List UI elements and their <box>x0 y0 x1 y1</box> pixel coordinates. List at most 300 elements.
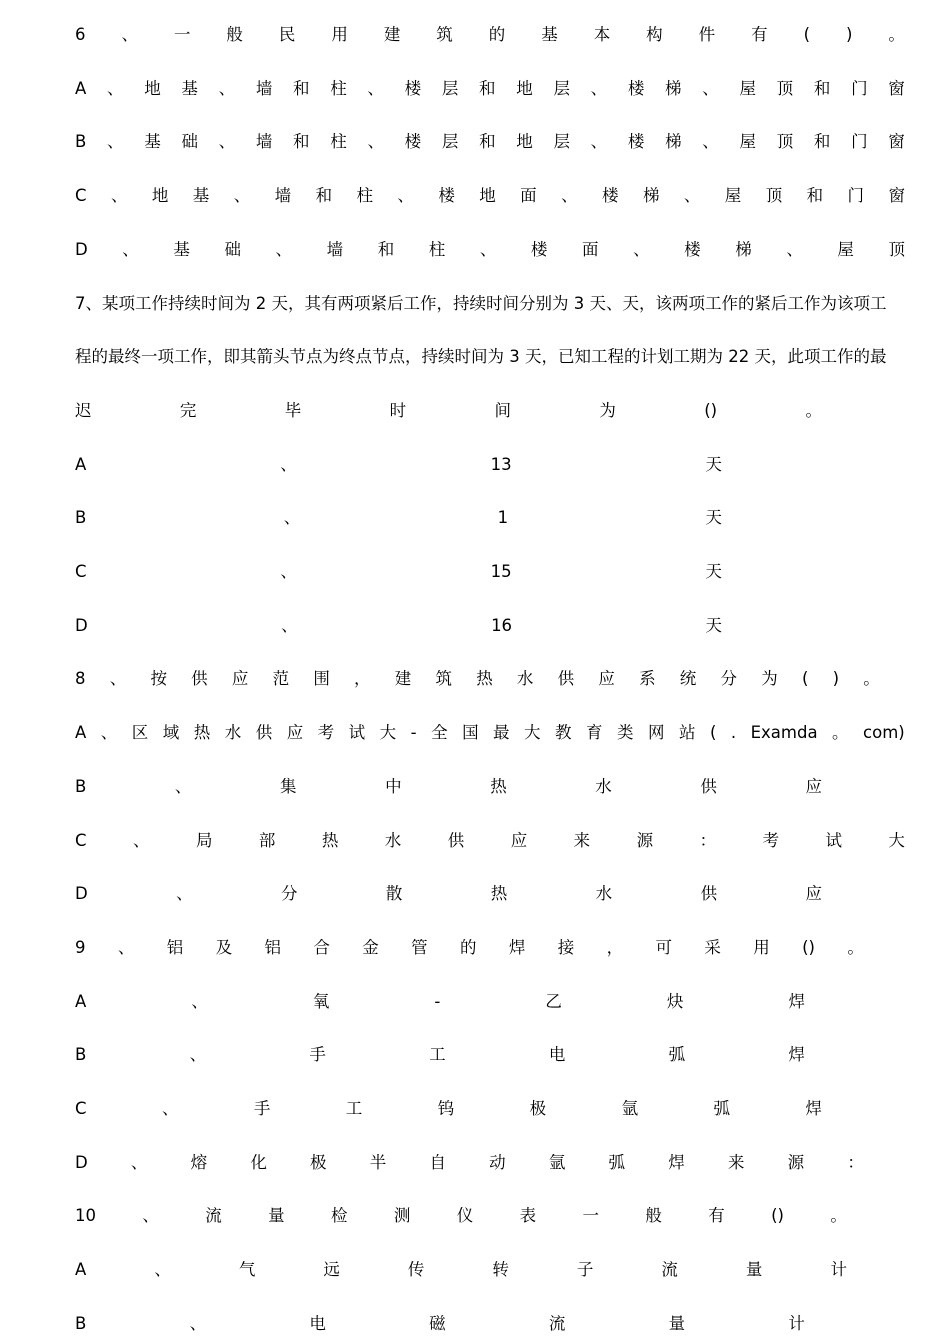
text-glyph: 中 <box>385 776 402 796</box>
text-line <box>75 237 905 263</box>
text-glyph: 子 <box>576 1260 594 1280</box>
text-glyph: 供 <box>557 669 575 689</box>
text-line <box>75 183 905 209</box>
text-glyph: 楼 <box>684 239 701 259</box>
text-glyph: 顶 <box>765 186 783 206</box>
text-glyph: 1 <box>497 508 509 528</box>
text-glyph: 供 <box>255 723 273 743</box>
text-glyph: 层 <box>553 78 570 98</box>
text-glyph: 16 <box>491 615 513 635</box>
text-glyph: C <box>75 186 87 206</box>
text-glyph: 墙 <box>274 186 292 206</box>
text-glyph: 基 <box>192 186 210 206</box>
text-glyph: 计 <box>788 1313 805 1333</box>
text-glyph: 热 <box>321 830 339 850</box>
text-glyph: 地 <box>151 186 169 206</box>
text-glyph: 顶 <box>776 132 794 152</box>
text-glyph: 天 <box>705 508 722 528</box>
text-glyph: 手 <box>309 1045 326 1065</box>
text-glyph: 铝 <box>264 937 281 957</box>
text-glyph: 计 <box>830 1260 847 1280</box>
text-line <box>75 774 822 800</box>
text-glyph: B <box>75 1045 87 1065</box>
text-glyph: 考 <box>317 723 335 743</box>
text-glyph: 有 <box>708 1206 725 1226</box>
text-glyph: 、 <box>130 1152 148 1172</box>
text-glyph: 墙 <box>326 239 344 259</box>
text-glyph: 仪 <box>456 1206 474 1226</box>
text-glyph: 源 <box>636 830 654 850</box>
text-glyph: 。 <box>847 937 864 957</box>
text-glyph: 和 <box>813 132 831 152</box>
text-glyph: 、 <box>132 830 150 850</box>
text-line <box>75 720 905 746</box>
text-line: 7、某项工作持续时间为 2 天，其有两项紧后工作，持续时间分别为 3 天、天，该两项工作的紧后工作为该项工 <box>75 293 887 313</box>
text-glyph: 和 <box>479 132 496 152</box>
text-glyph: 极 <box>529 1099 547 1118</box>
text-glyph: 可 <box>655 937 672 957</box>
text-glyph: 、 <box>176 884 193 904</box>
text-glyph: 楼 <box>627 78 645 98</box>
text-glyph: 柱 <box>428 239 446 259</box>
text-glyph: 建 <box>394 669 412 689</box>
text-glyph: ： <box>699 830 717 850</box>
text-glyph: . <box>730 723 737 743</box>
text-glyph: 检 <box>331 1206 348 1226</box>
text-glyph: 焊 <box>668 1152 685 1172</box>
text-glyph: - <box>434 991 441 1011</box>
text-line <box>75 1203 847 1229</box>
text-glyph: () <box>771 1206 784 1226</box>
text-glyph: 构 <box>646 25 663 44</box>
text-glyph: 、 <box>281 615 298 635</box>
text-glyph: 和 <box>813 78 831 98</box>
text-glyph: 地 <box>516 78 533 98</box>
text-glyph: 大 <box>888 830 905 850</box>
text-glyph: 水 <box>224 723 242 743</box>
text-glyph: 电 <box>548 1045 566 1065</box>
text-glyph: () <box>704 400 718 420</box>
text-glyph: 远 <box>323 1260 340 1280</box>
text-glyph: 层 <box>441 132 459 152</box>
text-glyph: 弧 <box>668 1045 686 1065</box>
text-glyph: 、 <box>189 1313 207 1333</box>
text-glyph: 、 <box>702 78 719 98</box>
text-glyph: 9 <box>75 937 86 957</box>
text-glyph: 地 <box>479 186 496 206</box>
text-glyph: 、 <box>122 239 139 259</box>
text-line <box>75 1096 822 1122</box>
text-glyph: 测 <box>393 1206 411 1226</box>
text-glyph: 表 <box>519 1206 537 1226</box>
text-glyph: 13 <box>490 454 512 474</box>
text-glyph: 工 <box>345 1099 363 1118</box>
text-glyph: 转 <box>492 1260 509 1280</box>
text-glyph: A <box>75 991 87 1011</box>
text-glyph: 供 <box>191 669 208 689</box>
text-glyph: 、 <box>117 937 135 957</box>
text-glyph: 动 <box>489 1152 506 1172</box>
text-glyph: 氩 <box>621 1099 639 1118</box>
text-glyph: 柱 <box>330 78 347 98</box>
text-glyph: - <box>410 723 417 743</box>
text-glyph: 区 <box>131 723 149 743</box>
text-glyph: 梯 <box>642 186 660 206</box>
text-glyph: 热 <box>193 723 211 743</box>
text-glyph: 、 <box>121 25 138 44</box>
text-glyph: 基 <box>144 132 161 152</box>
text-glyph: 氧 <box>312 991 330 1011</box>
text-glyph: 水 <box>516 669 534 689</box>
text-glyph: 铝 <box>166 937 184 957</box>
text-glyph: 、 <box>590 78 608 98</box>
text-glyph: 楼 <box>404 132 422 152</box>
text-glyph: 管 <box>411 937 428 957</box>
text-glyph: A <box>75 723 87 743</box>
text-glyph: 系 <box>639 669 656 689</box>
text-line <box>75 1257 847 1283</box>
text-glyph: 迟 <box>75 400 92 420</box>
text-glyph: 的 <box>460 937 477 957</box>
text-glyph: 、 <box>142 1206 159 1226</box>
text-glyph: 统 <box>679 669 697 689</box>
text-glyph: 源 <box>787 1152 805 1172</box>
text-glyph: 门 <box>847 186 865 206</box>
text-glyph: 基 <box>173 239 190 259</box>
text-glyph: 分 <box>720 669 737 689</box>
text-glyph: 。 <box>863 669 880 689</box>
text-glyph: 时 <box>389 400 407 420</box>
text-glyph: 、 <box>702 132 719 152</box>
text-glyph: 、 <box>367 132 384 152</box>
text-glyph: 间 <box>494 400 511 420</box>
text-glyph: 顶 <box>888 239 905 259</box>
text-glyph: 天 <box>705 562 722 581</box>
text-glyph: 考 <box>762 830 780 850</box>
text-glyph: 础 <box>224 239 241 259</box>
text-glyph: 范 <box>272 669 290 689</box>
text-line <box>75 559 722 585</box>
text-glyph: 楼 <box>530 239 548 259</box>
text-glyph: 建 <box>383 25 401 44</box>
text-glyph: 地 <box>144 78 161 98</box>
text-glyph: 用 <box>331 25 348 44</box>
text-glyph: 试 <box>348 723 366 743</box>
text-glyph: ) <box>845 25 853 44</box>
text-glyph: 集 <box>280 776 297 796</box>
text-glyph: 6 <box>75 25 86 44</box>
text-glyph: 屋 <box>739 132 756 152</box>
text-glyph: 、 <box>154 1260 171 1280</box>
text-glyph: 热 <box>490 776 507 796</box>
text-glyph: 窗 <box>888 132 905 152</box>
text-glyph: 教 <box>555 723 572 743</box>
text-glyph: 、 <box>280 562 297 581</box>
text-glyph: 有 <box>751 25 768 44</box>
text-glyph: 、 <box>397 186 414 206</box>
text-glyph: 筑 <box>436 25 453 44</box>
text-glyph: 乙 <box>545 991 562 1011</box>
text-glyph: 门 <box>851 78 868 98</box>
text-line <box>75 398 822 424</box>
text-glyph: 、 <box>280 454 297 474</box>
text-glyph: 氩 <box>548 1152 566 1172</box>
text-glyph: 围 <box>313 669 330 689</box>
text-glyph: 量 <box>668 1313 686 1333</box>
text-glyph: 按 <box>150 669 167 689</box>
text-glyph: 应 <box>231 669 249 689</box>
text-glyph: 类 <box>616 723 634 743</box>
text-glyph: 楼 <box>438 186 455 206</box>
text-glyph: 流 <box>205 1206 222 1226</box>
text-glyph: 热 <box>476 669 493 689</box>
text-glyph: 柱 <box>356 186 373 206</box>
text-line <box>75 828 905 854</box>
text-glyph: 、 <box>191 991 208 1011</box>
text-glyph: B <box>75 132 87 152</box>
text-glyph: 梯 <box>735 239 752 259</box>
text-glyph: A <box>75 78 87 98</box>
text-glyph: D <box>75 615 88 635</box>
text-glyph: 屋 <box>837 239 854 259</box>
text-glyph: 。 <box>805 400 822 420</box>
text-glyph: 和 <box>479 78 496 98</box>
text-glyph: 弧 <box>608 1152 626 1172</box>
text-glyph: 、 <box>367 78 384 98</box>
text-line <box>75 22 905 48</box>
text-glyph: C <box>75 830 87 850</box>
text-glyph: 基 <box>181 78 198 98</box>
text-glyph: com) <box>863 723 905 743</box>
text-glyph: 般 <box>645 1206 662 1226</box>
text-glyph: 应 <box>805 776 822 796</box>
text-glyph: 、 <box>233 186 251 206</box>
text-glyph: 一 <box>173 25 191 44</box>
text-glyph: 应 <box>510 830 528 850</box>
text-glyph: ： <box>847 1152 864 1172</box>
text-glyph: 筑 <box>435 669 452 689</box>
text-glyph: 及 <box>215 937 233 957</box>
text-glyph: 的 <box>488 25 506 44</box>
text-glyph: () <box>802 937 815 957</box>
text-glyph: 基 <box>541 25 558 44</box>
text-glyph: 窗 <box>888 186 905 206</box>
text-glyph: 流 <box>661 1260 678 1280</box>
text-glyph: 电 <box>309 1313 326 1333</box>
text-glyph: 国 <box>462 723 479 743</box>
text-glyph: 极 <box>310 1152 327 1172</box>
text-glyph: C <box>75 1099 87 1118</box>
text-glyph: 楼 <box>404 78 422 98</box>
text-glyph: 来 <box>727 1152 745 1172</box>
text-glyph: 、 <box>174 776 192 796</box>
text-line <box>75 1311 805 1337</box>
text-glyph: 和 <box>377 239 395 259</box>
text-glyph: ( <box>803 25 810 44</box>
text-glyph: 层 <box>553 132 570 152</box>
text-glyph: 和 <box>293 132 310 152</box>
text-glyph: 手 <box>253 1099 271 1118</box>
text-glyph: 水 <box>595 884 613 904</box>
text-glyph: ( <box>709 723 717 743</box>
text-glyph: 墙 <box>255 132 273 152</box>
text-glyph: B <box>75 776 87 796</box>
text-glyph: 10 <box>75 1206 96 1226</box>
text-glyph: 梯 <box>665 78 682 98</box>
text-glyph: D <box>75 884 88 904</box>
text-glyph: 传 <box>407 1260 425 1280</box>
text-glyph: 窗 <box>888 78 905 98</box>
text-glyph: 天 <box>705 454 722 474</box>
text-glyph: 、 <box>561 186 578 206</box>
text-glyph: 、 <box>161 1099 179 1118</box>
text-glyph: 育 <box>586 723 603 743</box>
text-glyph: 流 <box>548 1313 566 1333</box>
text-glyph: 、 <box>590 132 608 152</box>
text-glyph: 、 <box>479 239 497 259</box>
text-line <box>75 1042 805 1068</box>
text-glyph: 应 <box>805 884 822 904</box>
text-glyph: 最 <box>493 723 510 743</box>
text-glyph: 熔 <box>190 1152 208 1172</box>
text-line <box>75 505 722 531</box>
text-glyph: 热 <box>490 884 508 904</box>
text-glyph: B <box>75 508 87 528</box>
text-glyph: D <box>75 239 88 259</box>
text-line: 程的最终一项工作，即其箭头节点为终点节点，持续时间为 3 天，已知工程的计划工期为 22 天，此项工作的最 <box>75 347 887 367</box>
text-glyph: 自 <box>429 1152 446 1172</box>
text-glyph: 供 <box>447 830 465 850</box>
text-glyph: ) <box>832 669 840 689</box>
text-glyph: 面 <box>520 186 537 206</box>
text-glyph: ( <box>801 669 809 689</box>
text-glyph: 焊 <box>805 1099 822 1118</box>
text-line <box>75 989 805 1015</box>
text-glyph: 、 <box>218 78 236 98</box>
text-line <box>75 76 905 102</box>
text-glyph: 、 <box>109 669 127 689</box>
text-glyph: 、 <box>275 239 293 259</box>
text-glyph: 域 <box>162 723 180 743</box>
text-glyph: 焊 <box>788 991 805 1011</box>
text-glyph: 层 <box>441 78 459 98</box>
text-glyph: 、 <box>107 132 124 152</box>
text-glyph: 楼 <box>627 132 645 152</box>
text-glyph: 、 <box>683 186 701 206</box>
text-glyph: A <box>75 454 87 474</box>
text-glyph: 本 <box>593 25 611 44</box>
text-glyph: ， <box>354 669 371 689</box>
text-glyph: 工 <box>429 1045 446 1065</box>
text-glyph: A <box>75 1260 87 1280</box>
text-glyph: 钨 <box>437 1099 455 1118</box>
text-glyph: 局 <box>195 830 213 850</box>
text-glyph: B <box>75 1313 87 1333</box>
text-glyph: 、 <box>633 239 650 259</box>
text-glyph: 化 <box>250 1152 267 1172</box>
text-glyph: 、 <box>107 78 124 98</box>
text-line <box>75 613 722 639</box>
text-glyph: 炔 <box>666 991 684 1011</box>
text-line <box>75 935 864 961</box>
text-glyph: 面 <box>582 239 599 259</box>
text-line <box>75 452 722 478</box>
text-glyph: 水 <box>384 830 402 850</box>
text-glyph: 接 <box>557 937 575 957</box>
text-glyph: 墙 <box>255 78 273 98</box>
text-glyph: 弧 <box>713 1099 730 1118</box>
text-glyph: 。 <box>830 1206 847 1226</box>
text-glyph: 焊 <box>508 937 526 957</box>
text-glyph: ， <box>606 937 624 957</box>
text-glyph: 天 <box>705 615 722 635</box>
text-glyph: 柱 <box>330 132 347 152</box>
text-glyph: 和 <box>806 186 824 206</box>
text-glyph: 、 <box>100 723 118 743</box>
text-glyph: C <box>75 562 87 581</box>
text-glyph: 为 <box>599 400 616 420</box>
text-glyph: 供 <box>700 776 717 796</box>
text-line <box>75 881 822 907</box>
text-glyph: 毕 <box>284 400 302 420</box>
text-glyph: 量 <box>268 1206 285 1226</box>
text-glyph: Examda <box>750 723 818 743</box>
text-glyph: 。 <box>832 723 849 743</box>
text-glyph: 民 <box>278 25 296 44</box>
text-glyph: 应 <box>286 723 304 743</box>
text-glyph: 金 <box>362 937 379 957</box>
text-glyph: 水 <box>595 776 612 796</box>
text-glyph: 供 <box>700 884 718 904</box>
text-line <box>75 666 880 692</box>
text-line <box>75 1150 864 1176</box>
text-glyph: 楼 <box>602 186 619 206</box>
text-glyph: 站 <box>678 723 696 743</box>
text-glyph: 部 <box>258 830 276 850</box>
text-glyph: 和 <box>293 78 310 98</box>
text-glyph: 8 <box>75 669 86 689</box>
text-glyph: 。 <box>888 25 905 44</box>
text-glyph: 门 <box>851 132 868 152</box>
text-line <box>75 129 905 155</box>
text-glyph: 、 <box>110 186 128 206</box>
text-glyph: 屋 <box>724 186 742 206</box>
text-glyph: 完 <box>179 400 197 420</box>
text-glyph: 、 <box>786 239 803 259</box>
text-glyph: 气 <box>238 1260 256 1280</box>
text-glyph: 网 <box>647 723 665 743</box>
text-glyph: 础 <box>181 132 198 152</box>
text-glyph: 半 <box>369 1152 387 1172</box>
text-glyph: 梯 <box>665 132 682 152</box>
text-glyph: 一 <box>582 1206 599 1226</box>
text-glyph: 和 <box>315 186 333 206</box>
text-glyph: 大 <box>524 723 541 743</box>
text-glyph: 焊 <box>788 1045 805 1065</box>
text-glyph: 般 <box>226 25 243 44</box>
text-glyph: 用 <box>753 937 770 957</box>
text-glyph: 散 <box>385 884 403 904</box>
text-glyph: 分 <box>281 884 298 904</box>
text-glyph: 大 <box>379 723 397 743</box>
text-glyph: 15 <box>490 562 512 581</box>
text-glyph: 屋 <box>739 78 756 98</box>
text-glyph: 件 <box>698 25 716 44</box>
text-glyph: 地 <box>516 132 533 152</box>
text-glyph: 、 <box>189 1045 207 1065</box>
text-glyph: 全 <box>431 723 448 743</box>
text-glyph: 、 <box>218 132 236 152</box>
